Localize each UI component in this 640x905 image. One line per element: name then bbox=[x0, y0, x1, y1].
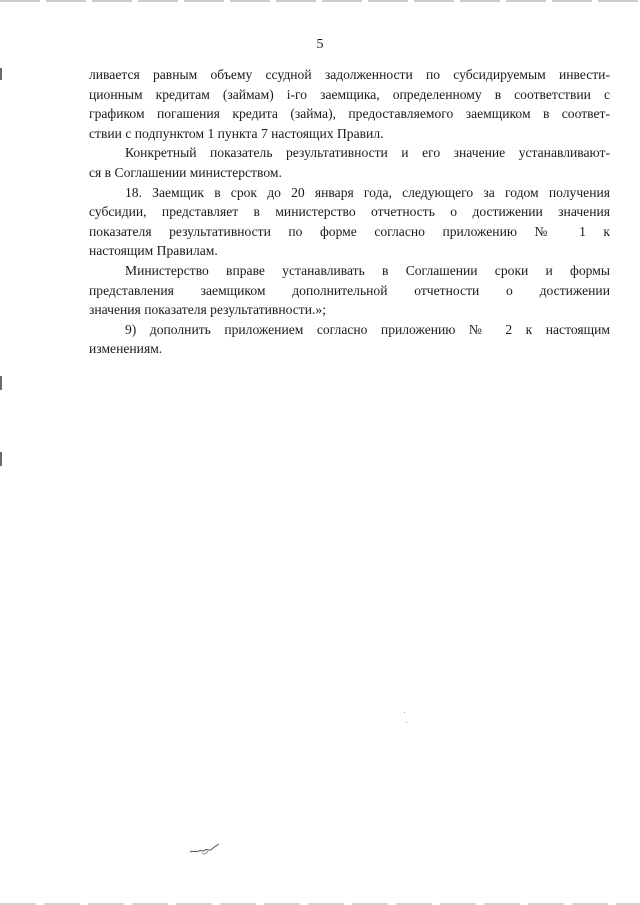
scan-edge-mark bbox=[0, 452, 2, 466]
text-line: ционным кредитам (займам) i-го заемщика, определенному в соответствии с bbox=[89, 86, 610, 102]
text-line: ливается равным объему ссудной задолженности по субсидируемым инвести- bbox=[89, 67, 610, 82]
paragraph bbox=[89, 320, 610, 359]
scan-speck bbox=[404, 712, 405, 713]
scan-speck bbox=[406, 722, 407, 723]
text-line: графиком погашения кредита (займа), предоставляемого заемщиком в соответ- bbox=[89, 106, 610, 122]
text-line: значения показателя результативности.»; bbox=[89, 302, 326, 318]
text-line: изменениям. bbox=[89, 341, 163, 357]
document-body bbox=[89, 65, 610, 359]
paragraph bbox=[89, 143, 610, 182]
scan-top-edge bbox=[0, 0, 640, 2]
text-line: настоящим Правилам. bbox=[89, 243, 218, 259]
paragraph bbox=[89, 183, 610, 261]
text-line: ся в Соглашении министерством. bbox=[89, 164, 282, 180]
scan-edge-mark bbox=[0, 376, 2, 390]
paragraph bbox=[89, 261, 610, 320]
text-line: Конкретный показатель результативности и его значение устанавливают- bbox=[125, 145, 610, 161]
scan-edge-mark bbox=[0, 68, 2, 80]
text-line: представления заемщиком дополнительной отчетности о достижении bbox=[89, 282, 610, 298]
text-line: 9) дополнить приложением согласно приложению № 2 к настоящим bbox=[125, 321, 610, 337]
text-line: Министерство вправе устанавливать в Соглашении сроки и формы bbox=[125, 262, 610, 278]
text-line: показателя результативности по форме согласно приложению № 1 к bbox=[89, 223, 610, 239]
paragraph bbox=[89, 65, 610, 143]
text-line: ствии с подпунктом 1 пункта 7 настоящих Правил. bbox=[89, 125, 384, 141]
text-line: субсидии, представляет в министерство отчетность о достижении значения bbox=[89, 204, 610, 220]
page-number: 5 bbox=[316, 37, 324, 52]
signature-mark bbox=[188, 838, 222, 858]
text-line: 18. Заемщик в срок до 20 января года, следующего за годом получения bbox=[125, 184, 610, 200]
